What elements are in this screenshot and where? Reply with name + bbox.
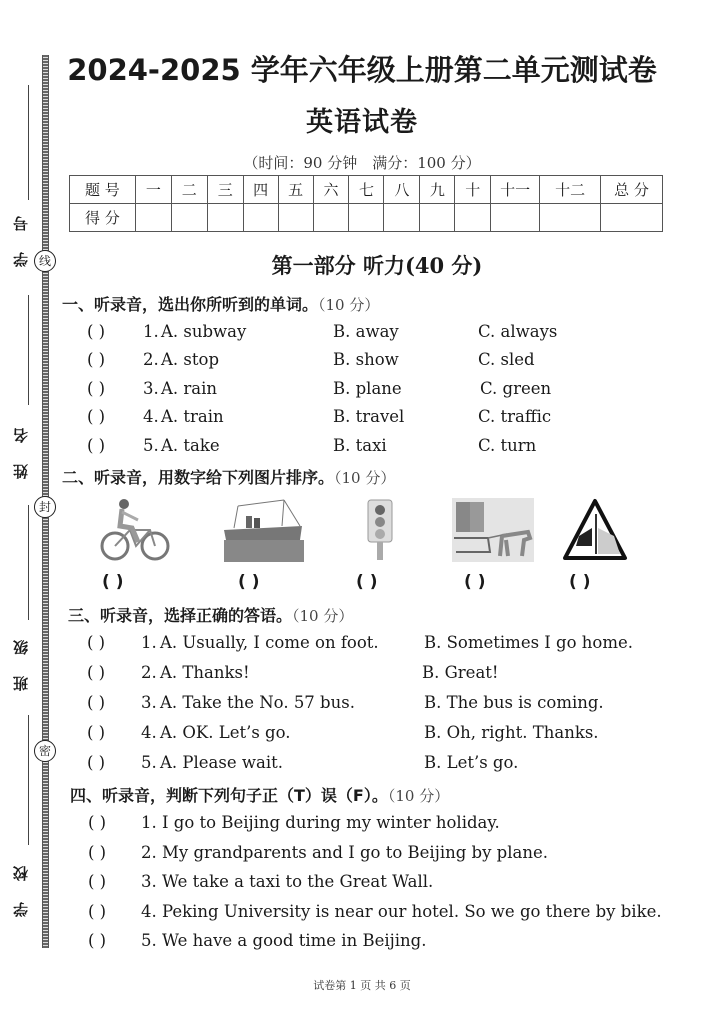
section1-heading xyxy=(62,292,379,315)
s3-q1-num: 1. xyxy=(141,633,157,652)
col-total: 总 分 xyxy=(601,176,663,204)
s3-q3-b: B. The bus is coming. xyxy=(424,693,604,712)
score-cell[interactable] xyxy=(455,204,491,232)
col-3: 三 xyxy=(207,176,243,204)
section2-points: （10 分） xyxy=(334,469,396,487)
s3-q5-paren[interactable]: ( ) xyxy=(87,753,106,772)
s3-q3-paren[interactable]: ( ) xyxy=(87,693,106,712)
s1-q5-c: C. turn xyxy=(478,436,537,455)
section4-heading-text: 四、听录音，判断下列句子正（T）误（F）。 xyxy=(70,786,388,805)
score-table-score-row xyxy=(70,204,663,232)
s4-q2-num: 2. xyxy=(141,843,157,862)
bicycle-picture xyxy=(100,498,172,562)
s4-q1-paren[interactable]: ( ) xyxy=(88,813,107,832)
part1-title: 第一部分 听力(40 分) xyxy=(271,253,483,278)
s4-q3-paren[interactable]: ( ) xyxy=(88,872,107,891)
ship-picture xyxy=(224,498,304,562)
s3-q1-a: A. Usually, I come on foot. xyxy=(160,633,379,652)
picture1-answer[interactable]: ( ) xyxy=(102,572,124,592)
s1-q4-paren[interactable]: ( ) xyxy=(87,407,106,426)
student-id-label: 学 号 xyxy=(12,208,30,268)
col-9: 九 xyxy=(420,176,455,204)
picture2-answer[interactable]: ( ) xyxy=(238,572,260,592)
s1-q5-b: B. taxi xyxy=(333,436,387,455)
name-label: 姓 名 xyxy=(12,420,30,480)
s1-q3-a: A. rain xyxy=(161,379,218,398)
score-cell[interactable] xyxy=(540,204,601,232)
s3-q3-num: 3. xyxy=(141,693,157,712)
score-cell[interactable] xyxy=(313,204,349,232)
s1-q2-b: B. show xyxy=(333,350,399,369)
score-cell[interactable] xyxy=(278,204,313,232)
s1-q1-c: C. always xyxy=(478,322,558,341)
name-line xyxy=(28,295,29,405)
seal-mi: 密 xyxy=(34,740,56,762)
s1-q2-num: 2. xyxy=(143,350,159,369)
s3-q2-a: A. Thanks! xyxy=(160,663,250,682)
s1-q1-a: A. subway xyxy=(161,322,247,341)
s4-q2-paren[interactable]: ( ) xyxy=(88,843,107,862)
s1-q5-paren[interactable]: ( ) xyxy=(87,436,106,455)
s3-q2-num: 2. xyxy=(141,663,157,682)
s3-q2-b: B. Great! xyxy=(422,663,499,682)
school-label: 学 校 xyxy=(12,858,30,918)
s4-q5-num: 5. xyxy=(141,931,157,950)
page-footer: 试卷第 1 页 共 6 页 xyxy=(313,979,411,992)
s1-q1-num: 1. xyxy=(143,322,159,341)
s4-q4-num: 4. xyxy=(141,902,157,921)
row-label-question: 题 号 xyxy=(70,176,136,204)
class-label: 班 级 xyxy=(12,632,30,692)
s4-q4-paren[interactable]: ( ) xyxy=(88,902,107,921)
s1-q5-a: A. take xyxy=(161,436,220,455)
s3-q4-b: B. Oh, right. Thanks. xyxy=(424,723,599,742)
score-cell[interactable] xyxy=(420,204,455,232)
s3-q5-num: 5. xyxy=(141,753,157,772)
s4-q2-text: My grandparents and I go to Beijing by plane. xyxy=(162,843,548,862)
section3-heading xyxy=(68,603,353,626)
s1-q2-c: C. sled xyxy=(478,350,535,369)
col-2: 二 xyxy=(171,176,207,204)
s4-q3-text: We take a taxi to the Great Wall. xyxy=(162,872,434,891)
exam-time-score: （时间：90 分钟 满分：100 分） xyxy=(243,154,481,172)
s1-q3-paren[interactable]: ( ) xyxy=(87,379,106,398)
s3-q4-paren[interactable]: ( ) xyxy=(87,723,106,742)
score-cell[interactable] xyxy=(207,204,243,232)
section3-heading-text: 三、听录音，选择正确的答语。 xyxy=(68,606,293,625)
s3-q5-b: B. Let’s go. xyxy=(424,753,519,772)
col-7: 七 xyxy=(349,176,384,204)
s1-q3-b: B. plane xyxy=(333,379,402,398)
traffic-light-picture xyxy=(366,498,394,562)
s1-q1-b: B. away xyxy=(333,322,399,341)
school-line xyxy=(28,715,29,845)
s1-q4-a: A. train xyxy=(161,407,224,426)
seal-xian: 线 xyxy=(34,250,56,272)
s4-q5-paren[interactable]: ( ) xyxy=(88,931,107,950)
s3-q4-num: 4. xyxy=(141,723,157,742)
col-11: 十一 xyxy=(491,176,540,204)
score-cell[interactable] xyxy=(135,204,171,232)
exam-title: 2024-2025 学年六年级上册第二单元测试卷 xyxy=(67,53,657,87)
class-line xyxy=(28,505,29,620)
col-5: 五 xyxy=(278,176,313,204)
section2-heading-text: 二、听录音，用数字给下列图片排序。 xyxy=(62,468,335,487)
s3-q4-a: A. OK. Let’s go. xyxy=(160,723,291,742)
score-cell-total[interactable] xyxy=(601,204,663,232)
score-cell[interactable] xyxy=(491,204,540,232)
picture4-answer[interactable]: ( ) xyxy=(464,572,486,592)
s1-q2-a: A. stop xyxy=(161,350,219,369)
section4-points: （10 分） xyxy=(387,787,450,805)
score-table xyxy=(69,175,663,232)
s1-q1-paren[interactable]: ( ) xyxy=(87,322,106,341)
col-1: 一 xyxy=(135,176,171,204)
s4-q1-text: I go to Beijing during my winter holiday. xyxy=(162,813,500,832)
s1-q5-num: 5. xyxy=(143,436,159,455)
dog-sled-picture xyxy=(452,498,534,562)
s1-q3-c: C. green xyxy=(480,379,552,398)
s3-q3-a: A. Take the No. 57 bus. xyxy=(160,693,355,712)
row-label-score: 得 分 xyxy=(70,204,136,232)
section4-heading xyxy=(70,783,449,806)
s1-q4-num: 4. xyxy=(143,407,159,426)
score-cell[interactable] xyxy=(384,204,420,232)
section1-heading-text: 一、听录音，选出你所听到的单词。 xyxy=(62,295,319,314)
picture5-answer[interactable]: ( ) xyxy=(569,572,591,592)
s4-q5-text: We have a good time in Beijing. xyxy=(162,931,427,950)
s3-q1-paren[interactable]: ( ) xyxy=(87,633,106,652)
picture3-answer[interactable]: ( ) xyxy=(356,572,378,592)
s4-q4-text: Peking University is near our hotel. So we go there by bike. xyxy=(162,902,662,921)
s1-q4-b: B. travel xyxy=(333,407,405,426)
s3-q5-a: A. Please wait. xyxy=(160,753,283,772)
section1-points: （10 分） xyxy=(318,296,380,314)
exam-subtitle: 英语试卷 xyxy=(306,107,418,138)
score-table-header-row xyxy=(70,176,663,204)
section2-heading xyxy=(62,465,395,488)
section3-points: （10 分） xyxy=(292,607,354,625)
s3-q2-paren[interactable]: ( ) xyxy=(87,663,106,682)
s1-q3-num: 3. xyxy=(143,379,159,398)
score-cell[interactable] xyxy=(243,204,278,232)
s1-q4-c: C. traffic xyxy=(478,407,552,426)
col-12: 十二 xyxy=(540,176,601,204)
s1-q2-paren[interactable]: ( ) xyxy=(87,350,106,369)
s3-q1-b: B. Sometimes I go home. xyxy=(424,633,634,652)
warning-sign-picture xyxy=(562,498,628,562)
s4-q1-num: 1. xyxy=(141,813,157,832)
seal-feng: 封 xyxy=(34,496,56,518)
score-cell[interactable] xyxy=(171,204,207,232)
score-cell[interactable] xyxy=(349,204,384,232)
col-8: 八 xyxy=(384,176,420,204)
s4-q3-num: 3. xyxy=(141,872,157,891)
col-10: 十 xyxy=(455,176,491,204)
col-4: 四 xyxy=(243,176,278,204)
col-6: 六 xyxy=(313,176,349,204)
